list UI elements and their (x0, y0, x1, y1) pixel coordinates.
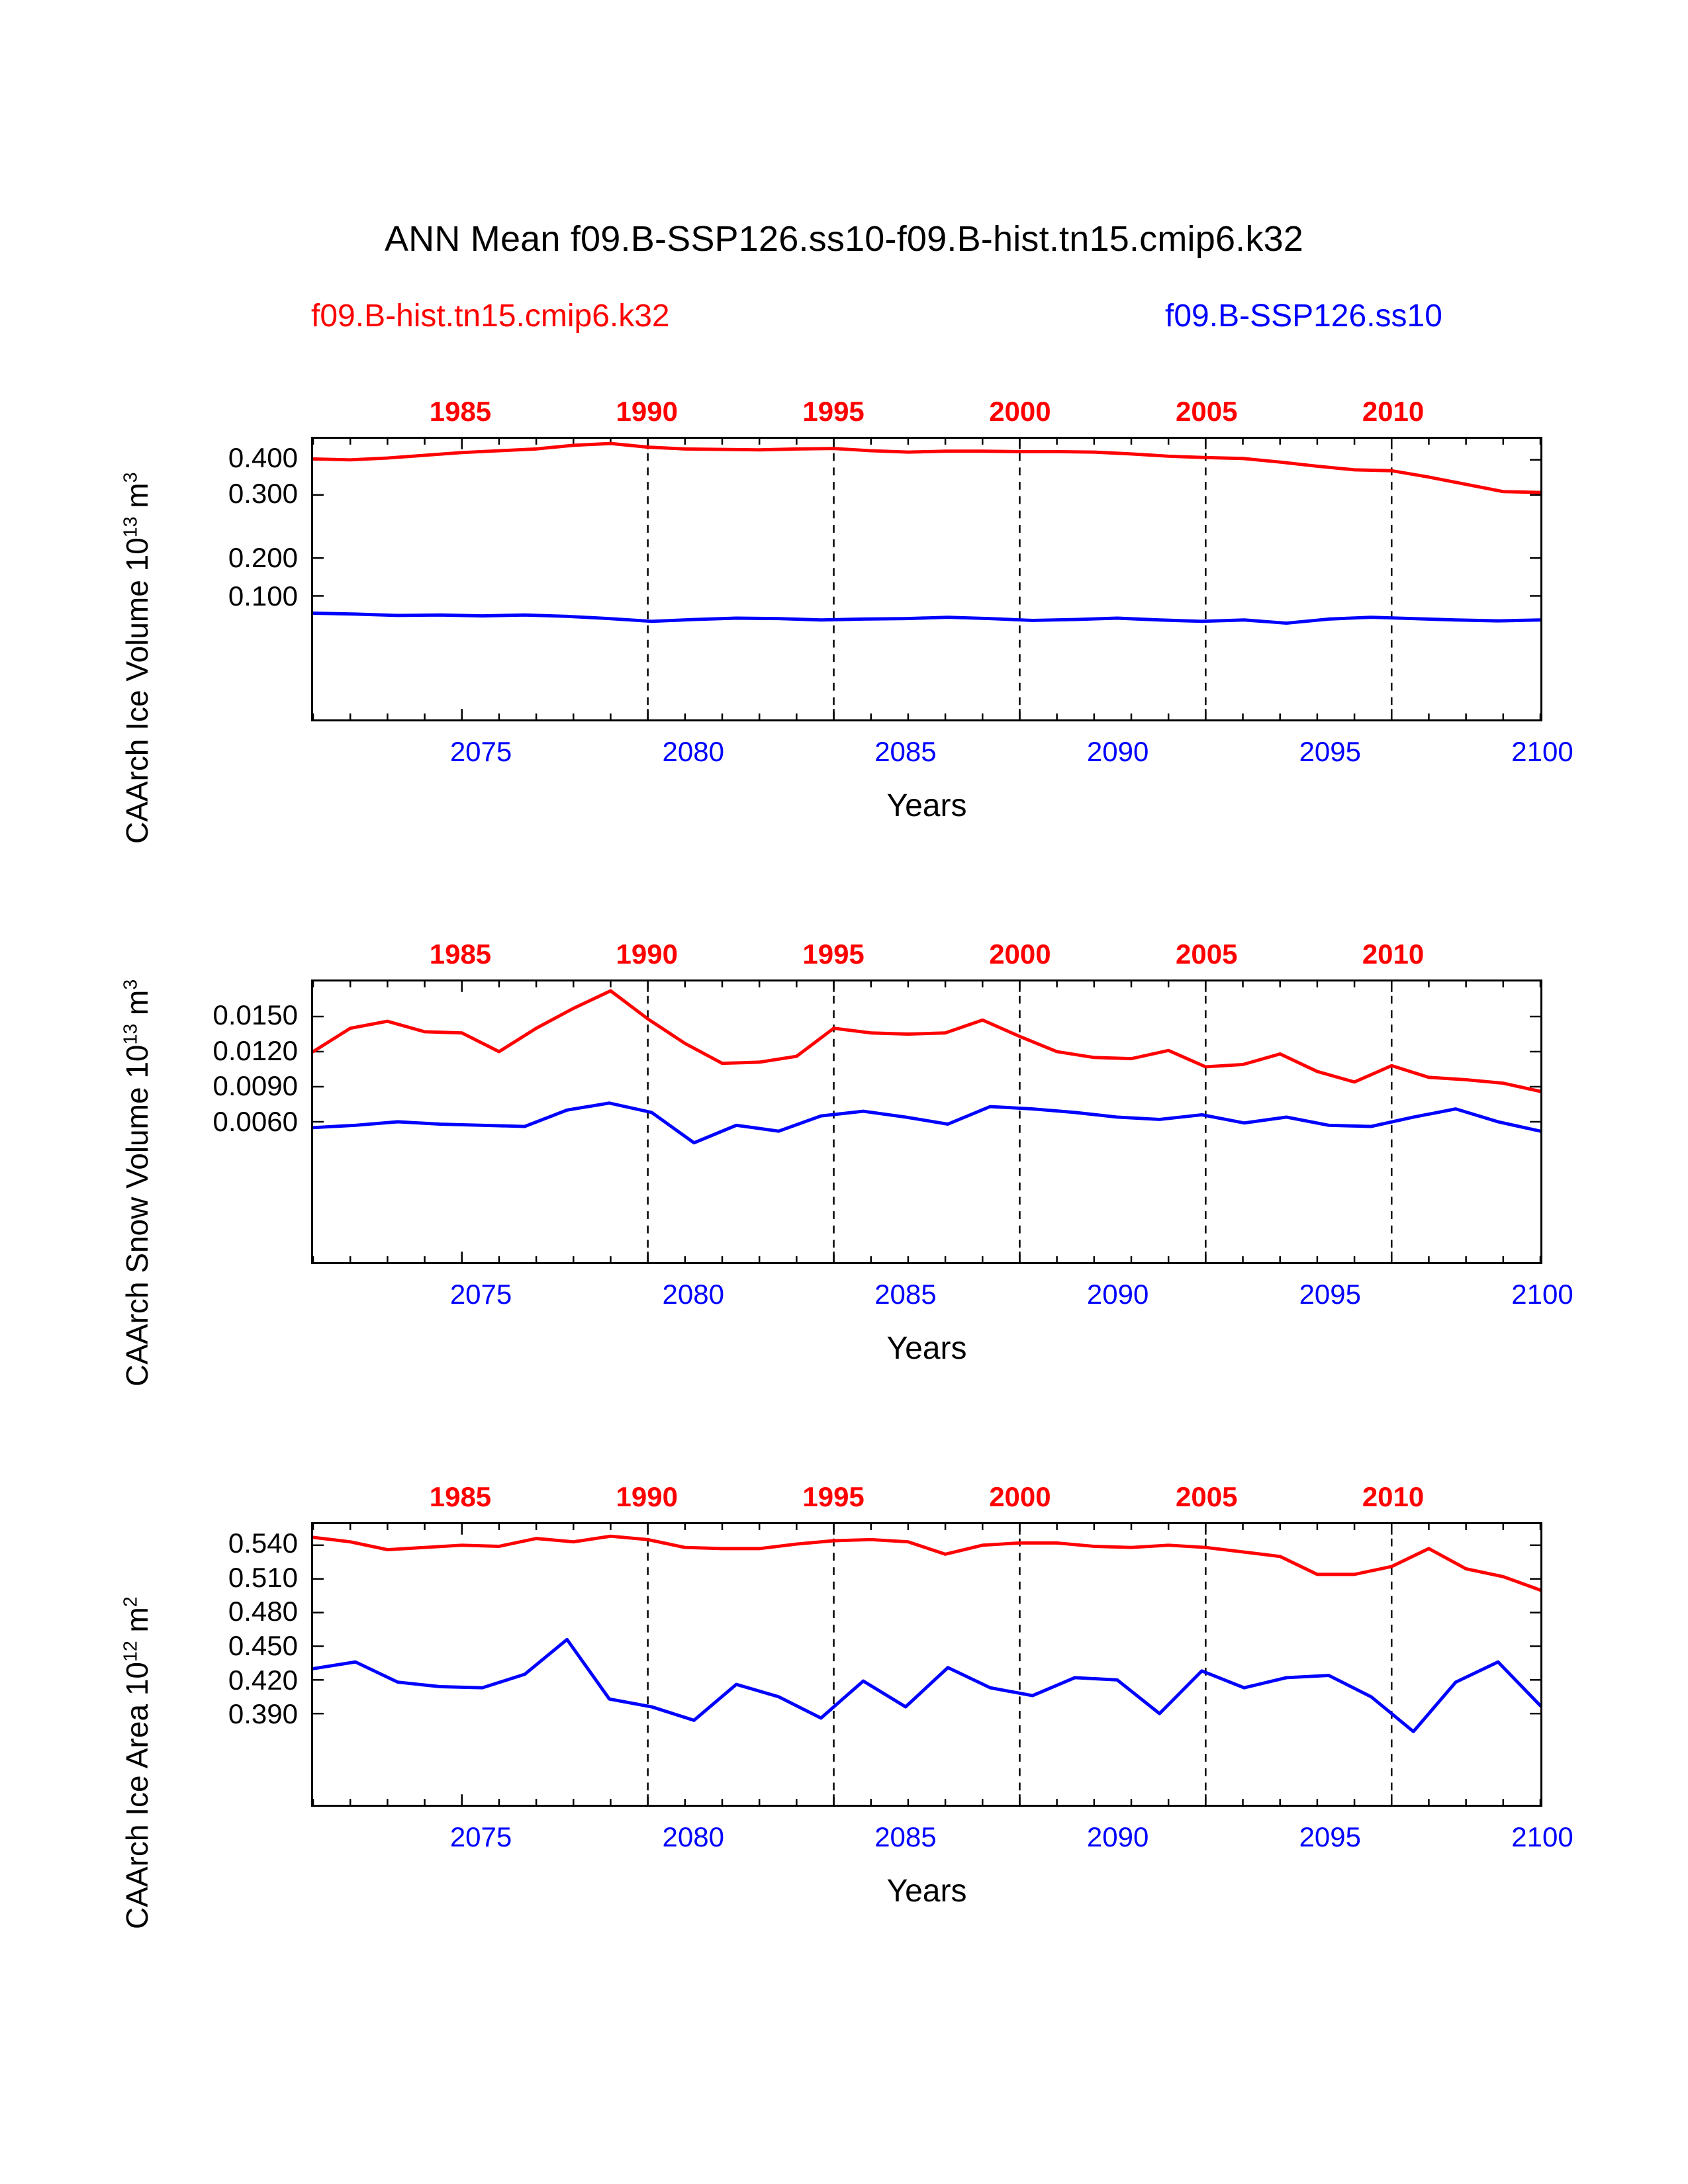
plot-lines-ice-volume (313, 439, 1540, 719)
top-axis-tick-label: 2005 (1176, 938, 1238, 970)
y-axis-tick-label: 0.480 (228, 1596, 298, 1627)
bottom-axis-tick-label: 2090 (1086, 1821, 1149, 1852)
bottom-axis-tick-label: 2085 (874, 1821, 937, 1852)
x-axis-title: Years (886, 1874, 967, 1909)
y-axis-tick-label: 0.400 (228, 442, 298, 474)
bottom-axis-tick-label: 2085 (874, 1279, 937, 1310)
y-axis-tick-label: 0.510 (228, 1561, 298, 1593)
y-axis-tick-label: 0.0120 (212, 1034, 298, 1066)
bottom-axis-tick-label: 2100 (1511, 1279, 1573, 1310)
legend-label-blue: f09.B-SSP126.ss10 (1165, 298, 1442, 334)
bottom-axis-tick-label: 2080 (662, 1279, 724, 1310)
y-axis-tick-label: 0.200 (228, 541, 298, 573)
top-axis-tick-label: 1995 (802, 938, 865, 970)
page-title: ANN Mean f09.B-SSP126.ss10-f09.B-hist.tn15.cmip6.k32 (384, 219, 1304, 259)
top-axis-tick-label: 2000 (989, 396, 1051, 427)
y-axis-tick-label: 0.100 (228, 580, 298, 612)
y-axis-title: CAArch Ice Volume $10^{13}$ $m^3$ (120, 472, 154, 844)
top-axis-tick-label: 2005 (1176, 1481, 1238, 1512)
bottom-axis-tick-label: 2095 (1299, 1279, 1362, 1310)
top-axis-tick-label: 2000 (989, 1481, 1051, 1512)
top-axis-tick-label: 1985 (429, 938, 492, 970)
top-axis-tick-label: 1995 (802, 396, 865, 427)
bottom-axis-tick-label: 2095 (1299, 1821, 1362, 1852)
y-axis-title: CAArch Ice Area $10^{12}$ $m^2$ (120, 1596, 154, 1929)
plot-area-ice-volume (311, 437, 1542, 721)
top-axis-tick-label: 2005 (1176, 396, 1238, 427)
bottom-axis-tick-label: 2080 (662, 736, 724, 767)
y-axis-tick-label: 0.450 (228, 1630, 298, 1662)
top-axis-tick-label: 2010 (1362, 1481, 1425, 1512)
top-axis-tick-label: 1985 (429, 396, 492, 427)
bottom-axis-tick-label: 2100 (1511, 736, 1573, 767)
plot-area-snow-volume (311, 979, 1542, 1264)
y-axis-tick-label: 0.300 (228, 478, 298, 509)
y-axis-tick-label: 0.420 (228, 1664, 298, 1696)
y-axis-tick-label: 0.0150 (212, 999, 298, 1030)
top-axis-tick-label: 2010 (1362, 396, 1425, 427)
top-axis-tick-label: 1995 (802, 1481, 865, 1512)
y-axis-tick-label: 0.0060 (212, 1106, 298, 1137)
x-axis-title: Years (886, 788, 967, 823)
plot-lines-snow-volume (313, 981, 1540, 1262)
bottom-axis-tick-label: 2090 (1086, 736, 1149, 767)
bottom-axis-tick-label: 2075 (449, 1279, 512, 1310)
top-axis-tick-label: 1990 (616, 1481, 678, 1512)
y-axis-tick-label: 0.540 (228, 1527, 298, 1559)
bottom-axis-tick-label: 2090 (1086, 1279, 1149, 1310)
plot-lines-ice-area (313, 1524, 1540, 1805)
top-axis-tick-label: 1990 (616, 396, 678, 427)
bottom-axis-tick-label: 2085 (874, 736, 937, 767)
legend-label-red: f09.B-hist.tn15.cmip6.k32 (311, 298, 670, 334)
plot-area-ice-area (311, 1522, 1542, 1807)
bottom-axis-tick-label: 2075 (449, 736, 512, 767)
top-axis-tick-label: 1985 (429, 1481, 492, 1512)
x-axis-title: Years (886, 1331, 967, 1366)
bottom-axis-tick-label: 2095 (1299, 736, 1362, 767)
top-axis-tick-label: 2010 (1362, 938, 1425, 970)
top-axis-tick-label: 2000 (989, 938, 1051, 970)
bottom-axis-tick-label: 2080 (662, 1821, 724, 1852)
bottom-axis-tick-label: 2075 (449, 1821, 512, 1852)
top-axis-tick-label: 1990 (616, 938, 678, 970)
y-axis-tick-label: 0.0090 (212, 1070, 298, 1102)
bottom-axis-tick-label: 2100 (1511, 1821, 1573, 1852)
y-axis-tick-label: 0.390 (228, 1698, 298, 1730)
y-axis-title: CAArch Snow Volume $10^{13}$ $m^3$ (120, 979, 154, 1387)
